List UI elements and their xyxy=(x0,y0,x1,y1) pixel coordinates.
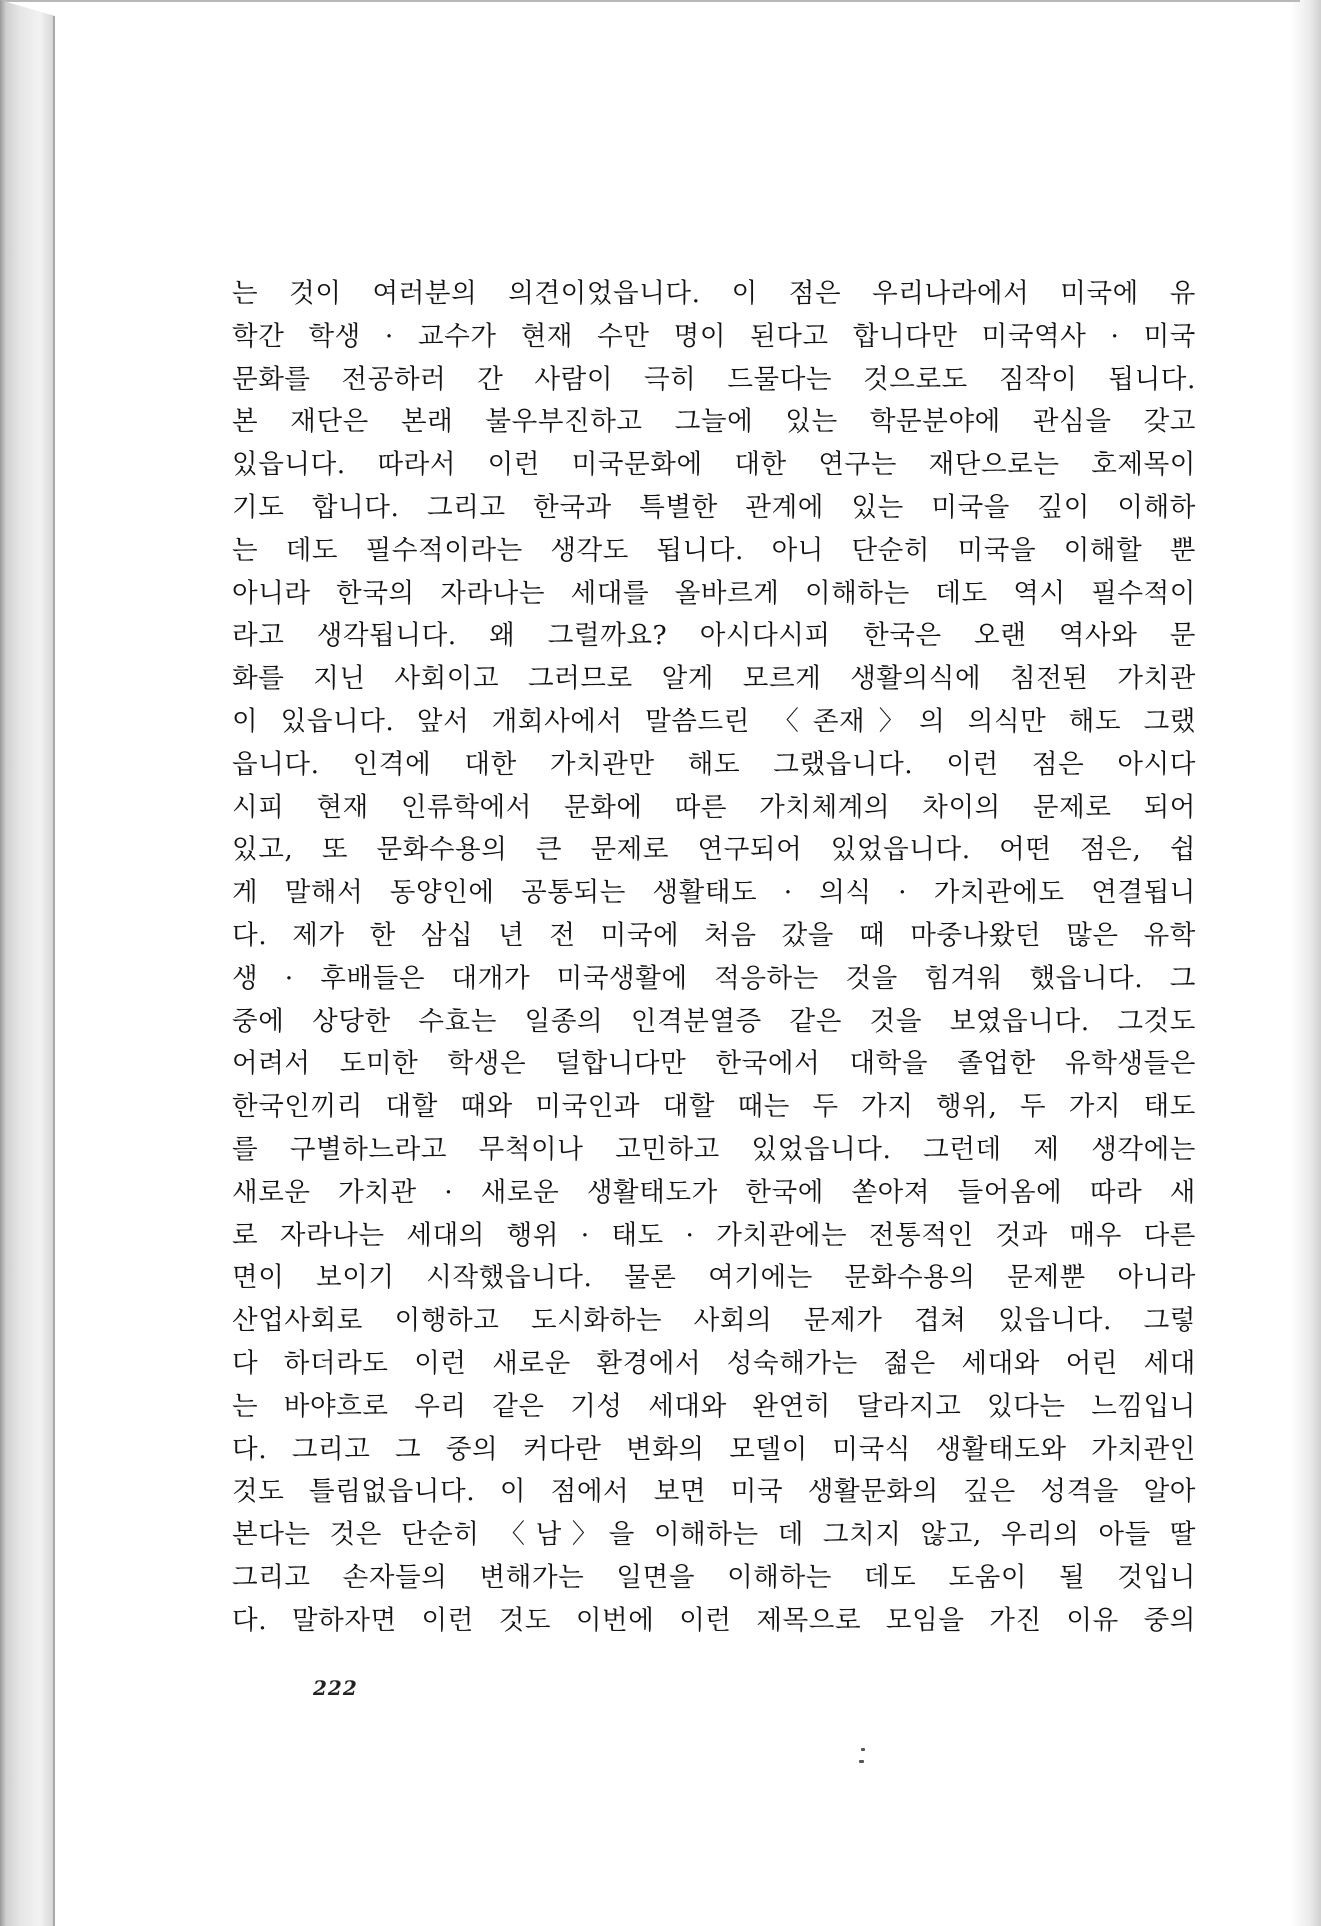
text-line: 아니라 한국의 자라나는 세대를 올바르게 이해하는 데도 역시 필수적이 xyxy=(232,577,1196,609)
text-line: 다. 말하자면 이런 것도 이번에 이런 제목으로 모임을 가진 이유 중의 xyxy=(232,1604,1196,1636)
text-line: 화를 지닌 사회이고 그러므로 알게 모르게 생활의식에 침전된 가치관 xyxy=(232,663,1196,695)
text-line: 본 재단은 본래 불우부진하고 그늘에 있는 학문분야에 관심을 갖고 xyxy=(232,406,1196,438)
page-right-shadow xyxy=(1291,0,1321,1926)
text-line: 는 바야흐로 우리 같은 기성 세대와 완연히 달라지고 있다는 느낌입니 xyxy=(232,1390,1196,1422)
text-line: 한국인끼리 대할 때와 미국인과 대할 때는 두 가지 행위, 두 가지 태도 xyxy=(232,1091,1196,1123)
text-line: 로 자라나는 세대의 행위 · 태도 · 가치관에는 전통적인 것과 매우 다른 xyxy=(232,1219,1196,1251)
text-line: 새로운 가치관 · 새로운 생활태도가 한국에 쏟아져 들어옴에 따라 새 xyxy=(232,1176,1196,1208)
text-line: 것도 틀림없읍니다. 이 점에서 보면 미국 생활문화의 깊은 성격을 알아 xyxy=(232,1476,1196,1508)
page-number: 222 xyxy=(313,1676,358,1700)
book-spine xyxy=(0,0,55,1926)
text-line: 면이 보이기 시작했읍니다. 물론 여기에는 문화수용의 문제뿐 아니라 xyxy=(232,1262,1196,1294)
scan-specks xyxy=(803,1744,873,1774)
scan-speck xyxy=(859,1760,864,1763)
text-line: 게 말해서 동양인에 공통되는 생활태도 · 의식 · 가치관에도 연결됩니 xyxy=(232,877,1196,909)
text-line: 생 · 후배들은 대개가 미국생활에 적응하는 것을 힘겨워 했읍니다. 그 xyxy=(232,962,1196,994)
text-line: 이 있읍니다. 앞서 개회사에서 말씀드린 〈존재〉의 의식만 해도 그랬 xyxy=(232,705,1196,737)
text-line: 기도 합니다. 그리고 한국과 특별한 관계에 있는 미국을 깊이 이해하 xyxy=(232,491,1196,523)
text-line: 그리고 손자들의 변해가는 일면을 이해하는 데도 도움이 될 것입니 xyxy=(232,1561,1196,1593)
text-line: 는 데도 필수적이라는 생각도 됩니다. 아니 단순히 미국을 이해할 뿐 xyxy=(232,534,1196,566)
scan-speck xyxy=(861,1748,865,1751)
text-line: 어려서 도미한 학생은 덜합니다만 한국에서 대학을 졸업한 유학생들은 xyxy=(232,1048,1196,1080)
text-line: 다. 그리고 그 중의 커다란 변화의 모델이 미국식 생활태도와 가치관인 xyxy=(232,1433,1196,1465)
text-line: 중에 상당한 수효는 일종의 인격분열증 같은 것을 보였읍니다. 그것도 xyxy=(232,1005,1196,1037)
text-line: 다 하더라도 이런 새로운 환경에서 성숙해가는 젊은 세대와 어린 세대 xyxy=(232,1347,1196,1379)
text-line: 학간 학생 · 교수가 현재 수만 명이 된다고 합니다만 미국역사 · 미국 xyxy=(232,320,1196,352)
body-text xyxy=(232,273,1196,1643)
text-line: 는 것이 여러분의 의견이었읍니다. 이 점은 우리나라에서 미국에 유 xyxy=(232,278,1196,309)
text-line: 문화를 전공하러 간 사람이 극히 드물다는 것으로도 짐작이 됩니다. xyxy=(232,363,1196,395)
text-line: 본다는 것은 단순히 〈남〉을 이해하는 데 그치지 않고, 우리의 아들 딸 xyxy=(232,1519,1196,1551)
text-line: 있고, 또 문화수용의 큰 문제로 연구되어 있었읍니다. 어떤 점은, 쉽 xyxy=(232,834,1196,866)
text-line: 시피 현재 인류학에서 문화에 따른 가치체계의 차이의 문제로 되어 xyxy=(232,791,1196,823)
text-line: 산업사회로 이행하고 도시화하는 사회의 문제가 겹쳐 있읍니다. 그렇 xyxy=(232,1305,1196,1337)
text-line: 라고 생각됩니다. 왜 그럴까요? 아시다시피 한국은 오랜 역사와 문 xyxy=(232,620,1196,652)
book-page xyxy=(55,16,1291,1926)
text-line: 있읍니다. 따라서 이런 미국문화에 대한 연구는 재단으로는 호제목이 xyxy=(232,449,1196,481)
text-line: 를 구별하느라고 무척이나 고민하고 있었읍니다. 그런데 제 생각에는 xyxy=(232,1133,1196,1165)
text-line: 다. 제가 한 삼십 년 전 미국에 처음 갔을 때 마중나왔던 많은 유학 xyxy=(232,919,1196,951)
page-top-edge xyxy=(0,0,1300,2)
text-line: 읍니다. 인격에 대한 가치관만 해도 그랬읍니다. 이런 점은 아시다 xyxy=(232,748,1196,780)
